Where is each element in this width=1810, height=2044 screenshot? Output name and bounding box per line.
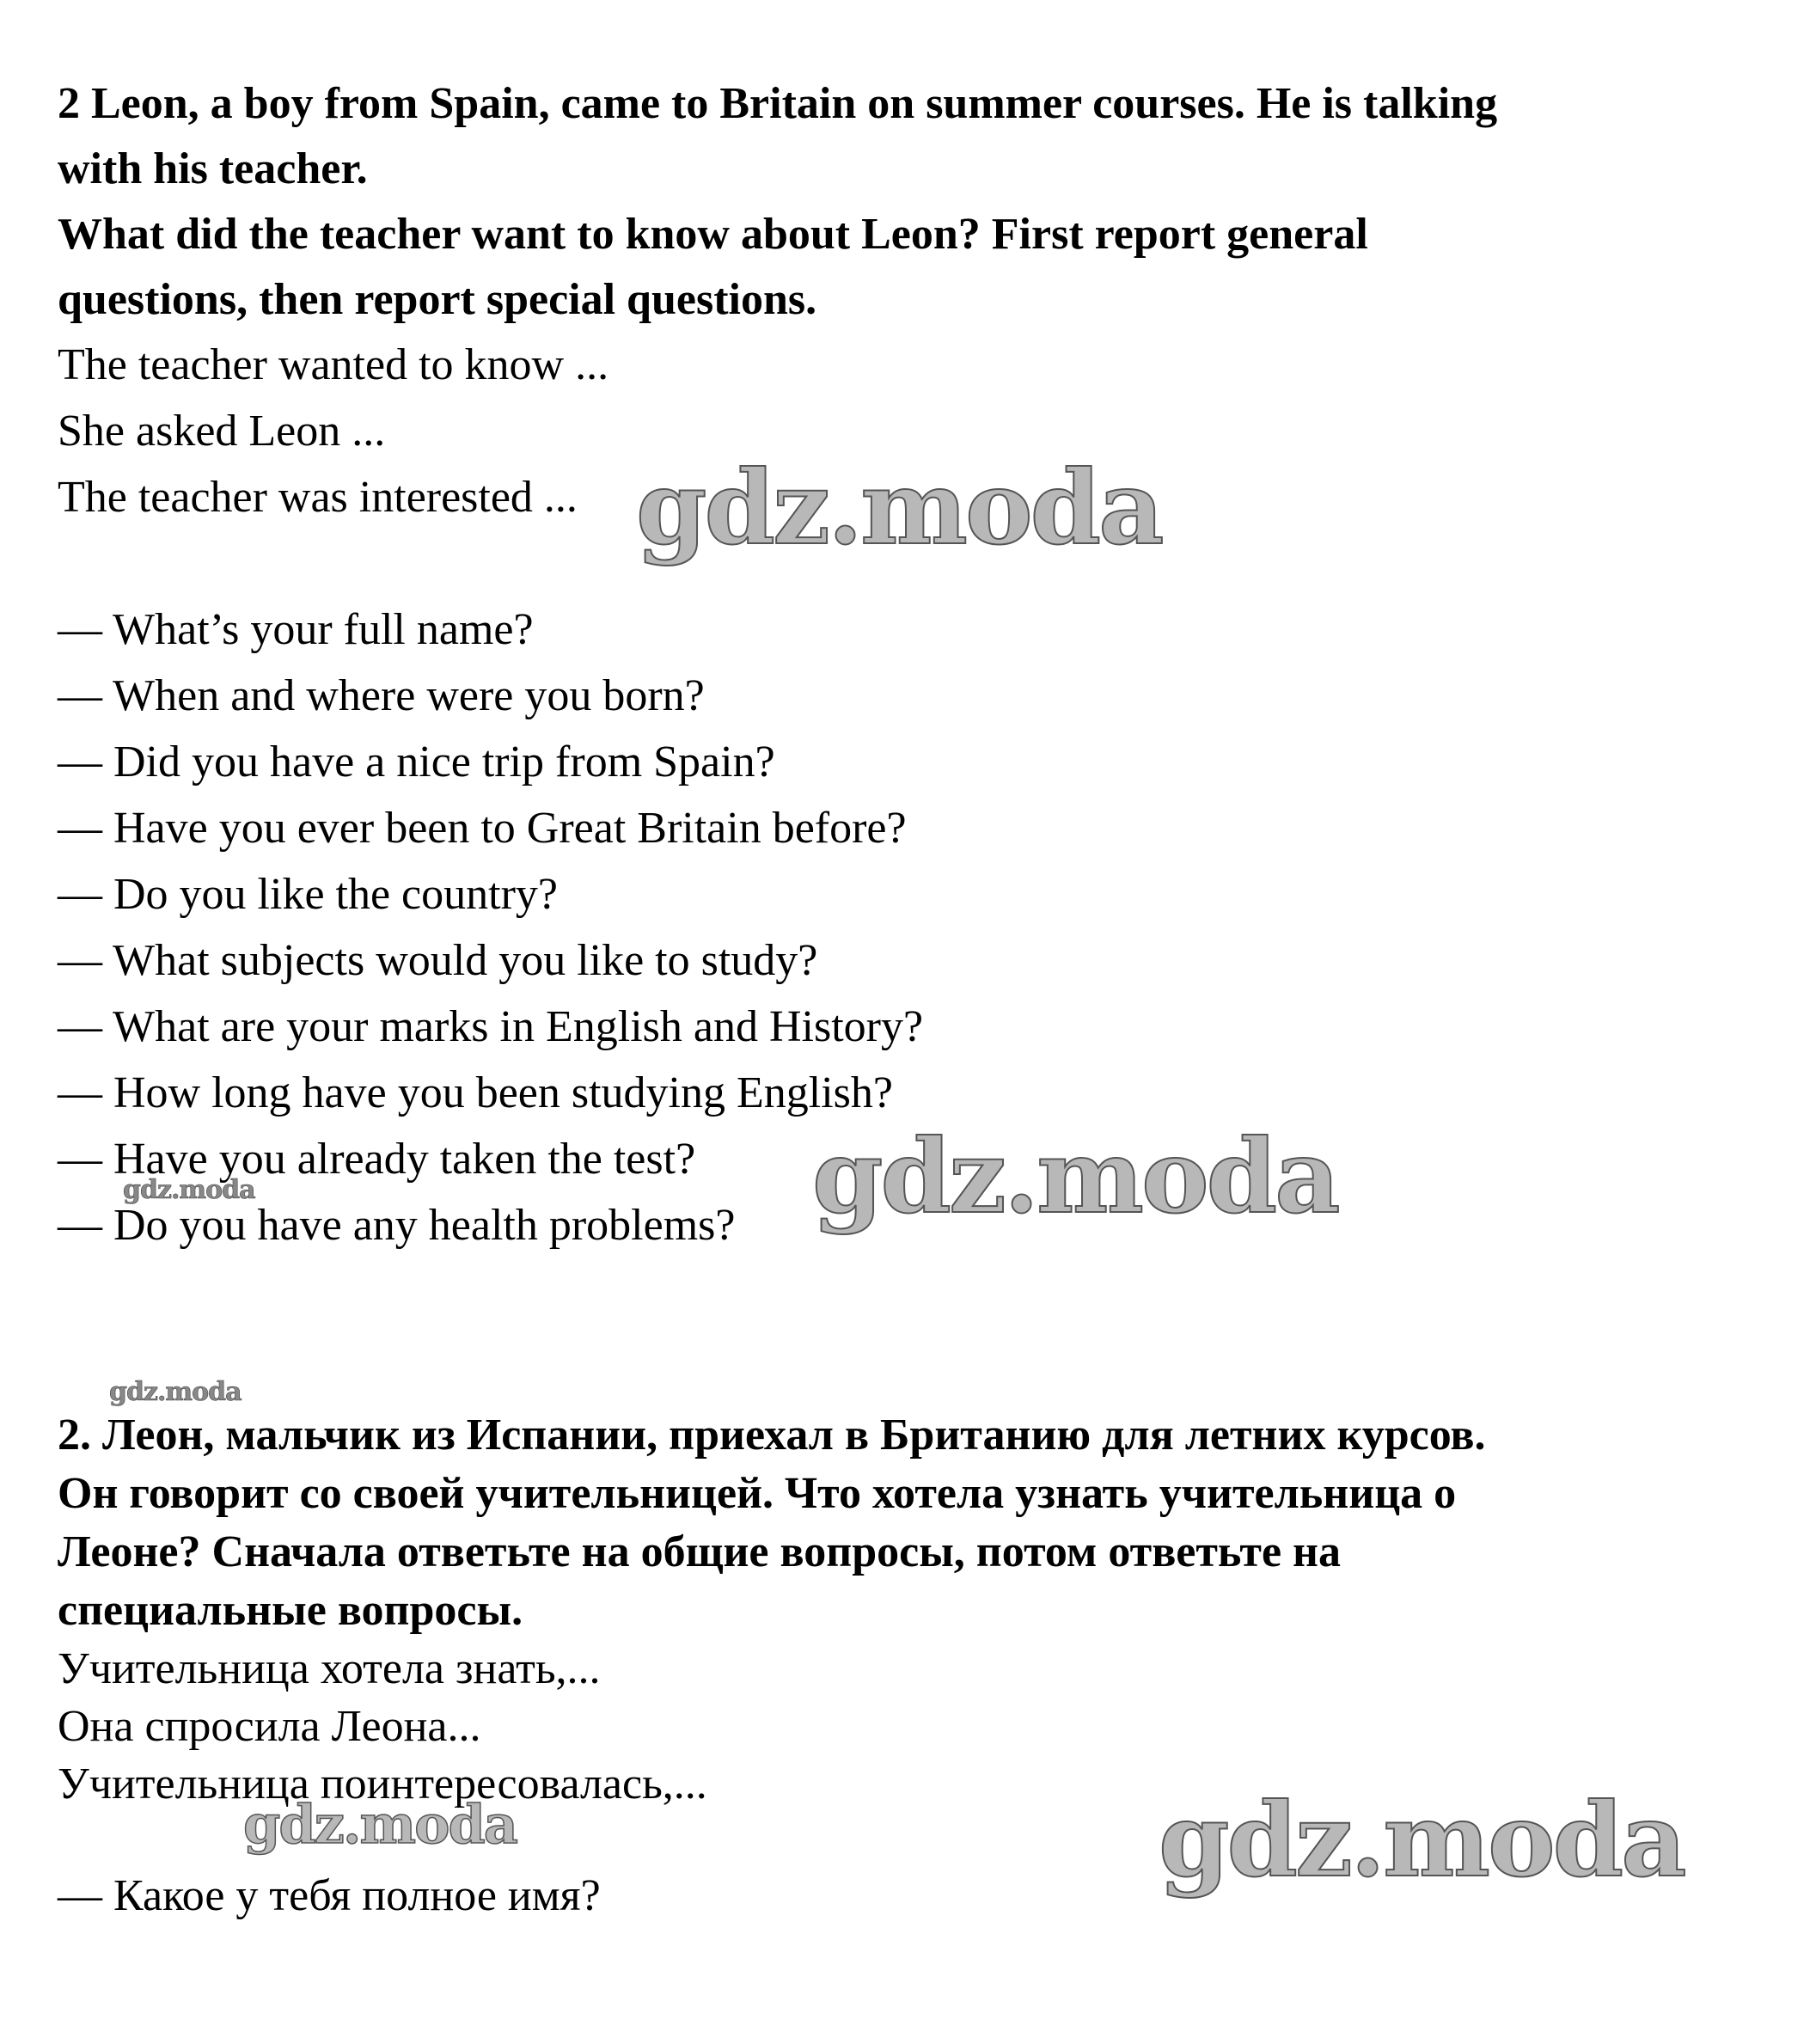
english-question-1: — What’s your full name? (58, 605, 534, 654)
russian-heading-line-1: 2. Леон, мальчик из Испании, приехал в Британию для летних курсов. (58, 1411, 1486, 1460)
english-question-4: — Have you ever been to Great Britain before? (58, 804, 907, 853)
english-question-9: — Have you already taken the test? (58, 1135, 696, 1184)
russian-heading-line-4: специальные вопросы. (58, 1586, 523, 1635)
russian-prompt-1: Учительница хотела знать,... (58, 1644, 601, 1693)
english-prompt-2: She asked Leon ... (58, 407, 386, 456)
english-heading-line-1: 2 Leon, a boy from Spain, came to Britain on summer courses. He is talking (58, 79, 1498, 128)
english-heading-line-2: with his teacher. (58, 144, 368, 193)
watermark-logo: gdz.moda (109, 1377, 242, 1407)
english-question-10: — Do you have any health problems? (58, 1201, 736, 1250)
english-question-5: — Do you like the country? (58, 870, 558, 919)
english-heading-line-3: What did the teacher want to know about Leon? First report general (58, 210, 1368, 259)
watermark-logo: gdz.moda (123, 1175, 255, 1205)
watermark-logo: gdz.moda (243, 1793, 517, 1856)
watermark-logo: gdz.moda (812, 1117, 1338, 1236)
russian-question-1: — Какое у тебя полное имя? (58, 1871, 601, 1920)
watermark-logo: gdz.moda (1159, 1780, 1685, 1900)
russian-prompt-2: Она спросила Леона... (58, 1702, 481, 1751)
russian-prompt-3: Учительница поинтересовалась,... (58, 1759, 707, 1808)
russian-heading-line-3: Леоне? Сначала ответьте на общие вопросы, потом ответьте на (58, 1527, 1342, 1576)
english-question-3: — Did you have a nice trip from Spain? (58, 737, 775, 786)
english-question-7: — What are your marks in English and History? (58, 1002, 924, 1051)
english-prompt-3: The teacher was interested ... (58, 473, 578, 522)
english-question-6: — What subjects would you like to study? (58, 936, 818, 985)
russian-heading-line-2: Он говорит со своей учительницей. Что хотела узнать учительница о (58, 1469, 1457, 1518)
english-prompt-1: The teacher wanted to know ... (58, 340, 609, 389)
english-heading-line-4: questions, then report special questions. (58, 275, 817, 324)
watermark-logo: gdz.moda (636, 448, 1162, 567)
english-question-8: — How long have you been studying English? (58, 1068, 893, 1117)
english-question-2: — When and where were you born? (58, 671, 705, 720)
